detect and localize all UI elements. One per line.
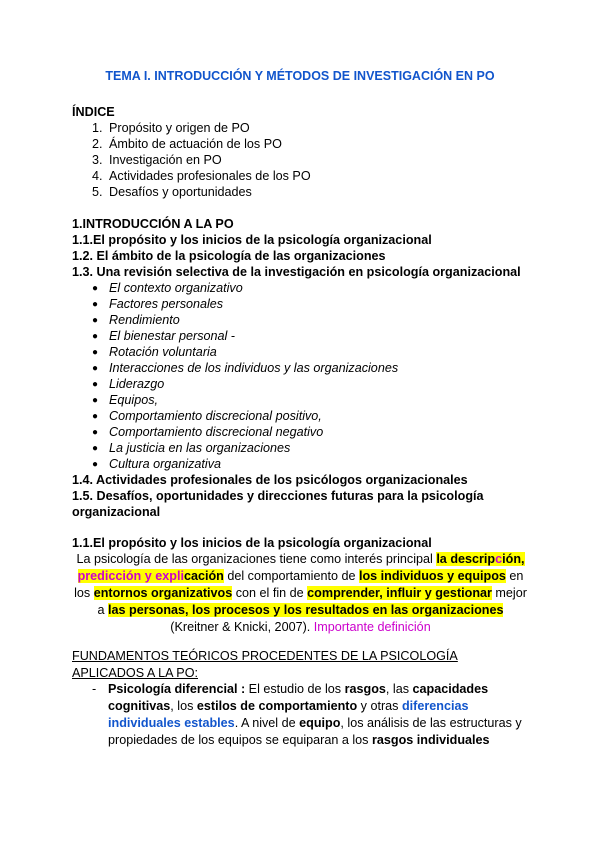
item-text: . A nivel de — [234, 716, 300, 730]
bullet-text: Equipos, — [109, 393, 159, 407]
heading-1-3: 1.3. Una revisión selectiva de la investigación en psicología organizacional — [72, 265, 521, 279]
item-bold: rasgos — [344, 682, 386, 696]
index-item — [92, 184, 252, 200]
bullet-item — [92, 296, 223, 313]
bullet-icon: ● — [92, 379, 99, 390]
bullet-icon: ● — [92, 363, 99, 374]
item-blue-bold: diferencias individuales estables — [108, 699, 469, 730]
para-text: del comportamiento de — [223, 569, 359, 583]
bullet-item — [92, 360, 398, 377]
bullet-item — [92, 408, 322, 425]
bullet-icon: ● — [92, 395, 99, 406]
bullet-text: La justicia en las organizaciones — [109, 441, 291, 455]
heading-1-5: 1.5. Desafíos, oportunidades y direcciones futuras para la psicología — [72, 489, 484, 503]
item-label: Psicología diferencial : — [108, 682, 246, 696]
fundamentos-item — [108, 681, 528, 749]
item-bold: capacidades cognitivas — [108, 682, 489, 713]
bullet-text: Interacciones de los individuos y las organizaciones — [109, 361, 399, 375]
bullet-item — [92, 344, 217, 361]
index-item-text: Investigación en PO — [109, 153, 222, 167]
bullet-text: Cultura organizativa — [109, 457, 222, 471]
heading-1-4: 1.4. Actividades profesionales de los psicólogos organizacionales — [72, 473, 468, 487]
highlight-personas: las personas, los procesos y los resultados en las organizaciones — [108, 603, 504, 617]
bullet-icon: ● — [92, 347, 99, 358]
highlight-individuos: los individuos y equipos — [358, 569, 506, 583]
bullet-text: Liderazgo — [109, 377, 165, 391]
fundamentos-heading: FUNDAMENTOS TEÓRICOS PROCEDENTES DE LA PSICOLOGÍA APLICADOS A LA PO: — [72, 649, 458, 680]
bullet-item — [92, 312, 180, 329]
index-item-number: 2. — [92, 137, 103, 151]
bullet-icon: ● — [92, 283, 99, 294]
highlight-descripcion-end: ión, — [502, 552, 525, 566]
bullet-text: Comportamiento discrecional positivo, — [109, 409, 322, 423]
bullet-item — [92, 376, 164, 393]
highlight-entornos: entornos organizativos — [93, 586, 233, 600]
bullet-icon: ● — [92, 411, 99, 422]
bullet-text: El bienestar personal - — [109, 329, 236, 343]
para-text: (Kreitner & Knicki, 2007). — [170, 620, 314, 634]
document-title: TEMA I. INTRODUCCIÓN Y MÉTODOS DE INVESTIGACIÓN EN PO — [105, 69, 495, 83]
highlight-prediccion: predicción y — [77, 569, 152, 583]
heading-1: 1.INTRODUCCIÓN A LA PO — [72, 217, 234, 231]
index-item — [92, 136, 282, 152]
bullet-text: Rendimiento — [109, 313, 180, 327]
bullet-icon: ● — [92, 459, 99, 470]
index-item-number: 4. — [92, 169, 103, 183]
bullet-text: Rotación voluntaria — [109, 345, 217, 359]
index-item — [92, 152, 222, 168]
index-heading: ÍNDICE — [72, 105, 115, 119]
bullet-item — [92, 280, 243, 297]
bullet-icon: ● — [92, 299, 99, 310]
para-text: La psicología de las organizaciones tiene como interés principal — [76, 552, 437, 566]
heading-1-5-cont: organizacional — [72, 505, 161, 519]
item-bold: equipo — [299, 716, 341, 730]
highlight-descripcion: la descrip — [436, 552, 496, 566]
index-item-number: 3. — [92, 153, 103, 167]
index-item-text: Propósito y origen de PO — [109, 121, 250, 135]
important-note: Importante definición — [313, 620, 431, 634]
highlight-descripcion-c: c — [495, 552, 503, 566]
index-item — [92, 168, 311, 184]
heading-1-1: 1.1.El propósito y los inicios de la psicología organizacional — [72, 233, 432, 247]
para-text: mejor a — [97, 586, 527, 617]
bullet-item — [92, 328, 235, 345]
bullet-text: Comportamiento discrecional negativo — [109, 425, 324, 439]
highlight-expli: expli — [155, 569, 184, 583]
bullet-text: Factores personales — [109, 297, 224, 311]
para-text: en los — [74, 569, 524, 600]
item-text: , las — [385, 682, 413, 696]
definition-paragraph — [72, 551, 529, 636]
bullet-icon: ● — [92, 443, 99, 454]
item-text: y otras — [357, 699, 402, 713]
highlight-cacion: cación — [183, 569, 224, 583]
section-heading: 1.1.El propósito y los inicios de la psicología organizacional — [72, 536, 432, 550]
bullet-icon: ● — [92, 331, 99, 342]
bullet-icon: ● — [92, 315, 99, 326]
bullet-item — [92, 440, 290, 457]
item-text: , los análisis de las estructuras y propiedades de los equipos se equiparan a los — [108, 716, 522, 747]
bullet-text: El contexto organizativo — [109, 281, 243, 295]
item-bold: estilos de comportamiento — [196, 699, 358, 713]
item-text: El estudio de los — [245, 682, 345, 696]
index-item-text: Desafíos y oportunidades — [109, 185, 252, 199]
index-item — [92, 120, 250, 136]
highlight-comprender: comprender, influir y gestionar — [307, 586, 492, 600]
index-item-text: Ámbito de actuación de los PO — [109, 137, 282, 151]
para-text: con el fin de — [232, 586, 308, 600]
bullet-item — [92, 456, 221, 473]
index-item-number: 5. — [92, 185, 103, 199]
bullet-icon: ● — [92, 427, 99, 438]
dash-marker: - — [92, 682, 97, 696]
bullet-item — [92, 424, 323, 441]
index-item-text: Actividades profesionales de los PO — [109, 169, 311, 183]
index-item-number: 1. — [92, 121, 103, 135]
item-bold: rasgos individuales — [371, 733, 490, 747]
bullet-item — [92, 392, 158, 409]
heading-1-2: 1.2. El ámbito de la psicología de las organizaciones — [72, 249, 386, 263]
item-text: , los — [170, 699, 197, 713]
